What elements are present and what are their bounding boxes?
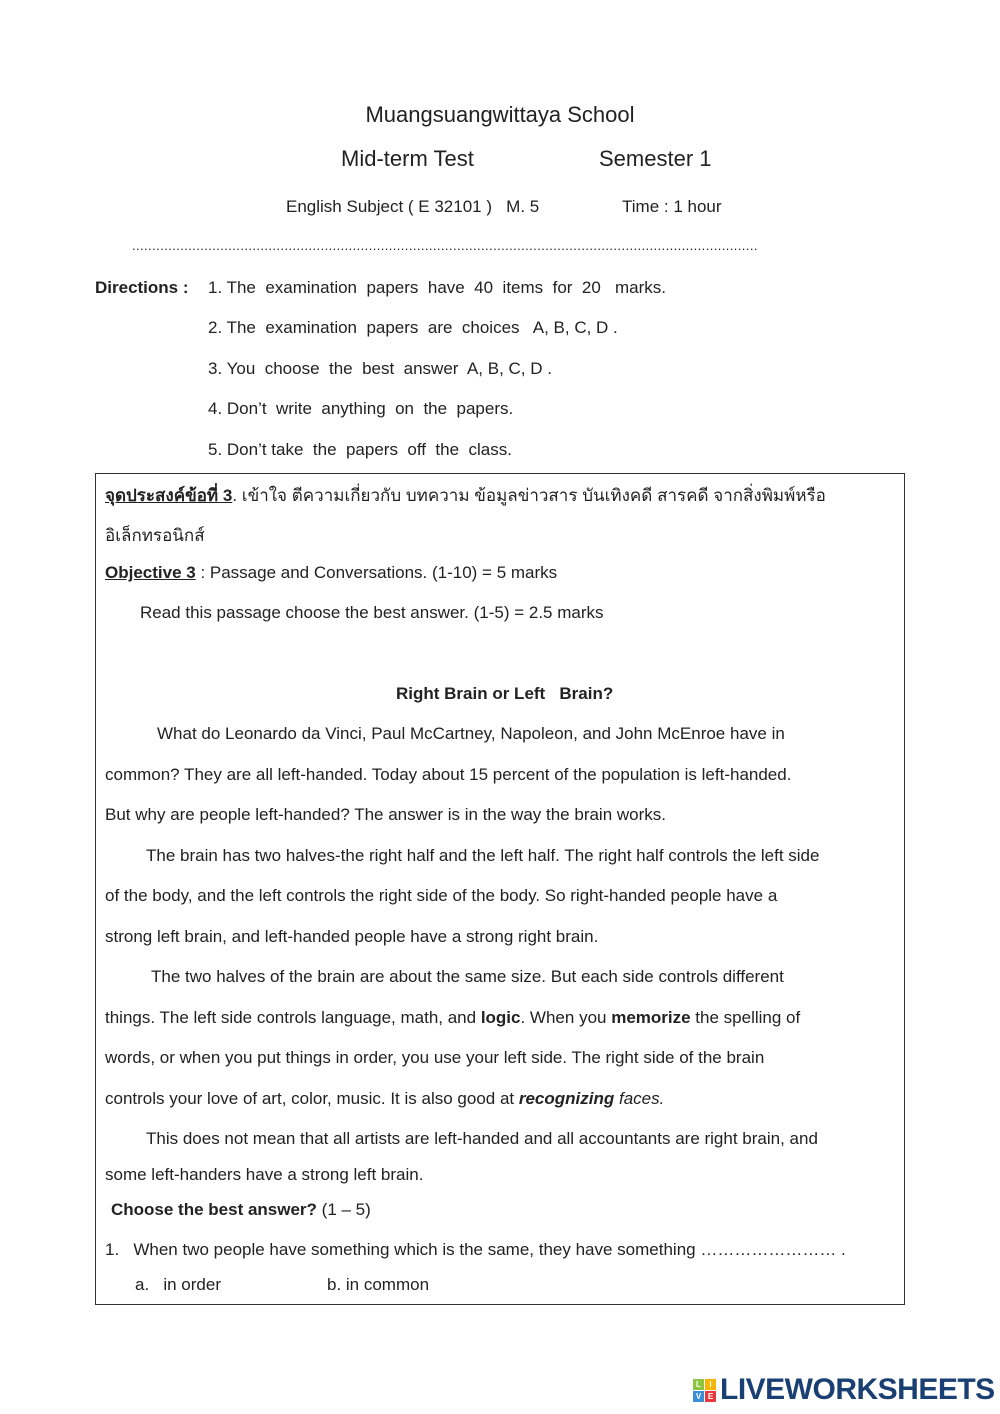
text: things. The left side controls language, math, and	[105, 1008, 481, 1027]
passage-line	[105, 1008, 800, 1028]
divider: ............................................................................................................................................................	[132, 238, 758, 253]
direction-item: 2. The examination papers are choices A, B, C, D .	[208, 318, 618, 337]
text: the spelling of	[690, 1008, 801, 1027]
objective-label: Objective 3	[105, 563, 196, 582]
passage-line: words, or when you put things in order, you use your left side. The right side of the brain	[105, 1048, 765, 1067]
text: . When you	[520, 1008, 612, 1027]
logo-text: LIVEWORKSHEETS	[720, 1373, 995, 1406]
option-a[interactable]: a. in order	[135, 1275, 221, 1294]
liveworksheets-logo	[693, 1373, 995, 1407]
passage-line: But why are people left-handed? The answer is in the way the brain works.	[105, 805, 666, 824]
thai-objective-text-2: อิเล็กทรอนิกส์	[105, 526, 205, 545]
passage-line: The brain has two halves-the right half and the left half. The right half controls the left side	[146, 846, 820, 865]
choose-label: Choose the best answer?	[111, 1200, 317, 1219]
choose-range: (1 – 5)	[316, 1200, 371, 1219]
semester: Semester 1	[599, 146, 712, 171]
time: Time : 1 hour	[622, 197, 722, 216]
bold-word: logic	[480, 1008, 521, 1027]
bold-word: memorize	[611, 1008, 691, 1027]
option-b[interactable]: b. in common	[327, 1275, 430, 1294]
thai-objective-label: จุดประสงค์ข้อที่ 3	[105, 486, 233, 505]
direction-item: 3. You choose the best answer A, B, C, D .	[208, 359, 552, 378]
passage-title: Right Brain or Left Brain?	[396, 684, 614, 703]
objective-text: : Passage and Conversations. (1-10) = 5 marks	[195, 563, 558, 582]
text: controls your love of art, color, music. It is also good at	[105, 1089, 519, 1108]
question-1: 1. When two people have something which is the same, they have something …………………… .	[105, 1240, 846, 1259]
subject: English Subject ( E 32101 ) M. 5	[286, 197, 540, 216]
passage-line: of the body, and the left controls the right side of the body. So right-handed people have a	[105, 886, 778, 905]
passage-line: strong left brain, and left-handed people have a strong right brain.	[105, 927, 599, 946]
direction-item: 4. Don’t write anything on the papers.	[208, 399, 514, 418]
tile: V	[693, 1391, 704, 1402]
italic-word: faces.	[614, 1089, 665, 1108]
tile: I	[705, 1379, 716, 1390]
passage-line: This does not mean that all artists are left-handed and all accountants are right brain, and	[146, 1129, 818, 1148]
passage-line: What do Leonardo da Vinci, Paul McCartney, Napoleon, and John McEnroe have in	[157, 724, 785, 743]
passage-line: some left-handers have a strong left brain.	[105, 1165, 424, 1184]
school-name: Muangsuangwittaya School	[365, 102, 635, 127]
directions-label: Directions :	[95, 278, 189, 297]
direction-item: 5. Don’t take the papers off the class.	[208, 440, 512, 459]
direction-item: 1. The examination papers have 40 items for 20 marks.	[208, 278, 666, 297]
passage-line	[105, 1089, 664, 1109]
test-title: Mid-term Test	[341, 146, 474, 171]
thai-objective-text: . เข้าใจ ตีความเกี่ยวกับ บทความ ข้อมูลข่าวสาร บันเทิงคดี สารคดี จากสิ่งพิมพ์หรือ	[232, 486, 826, 505]
live-tiles-icon	[693, 1379, 716, 1402]
tile: E	[705, 1391, 716, 1402]
passage-line: common? They are all left-handed. Today about 15 percent of the population is left-handed.	[105, 765, 792, 784]
passage-box	[95, 473, 905, 1305]
bold-italic-word: recognizing	[518, 1089, 615, 1108]
instruction: Read this passage choose the best answer. (1-5) = 2.5 marks	[140, 603, 604, 622]
passage-line: The two halves of the brain are about the same size. But each side controls different	[151, 967, 784, 986]
tile: L	[693, 1379, 704, 1390]
